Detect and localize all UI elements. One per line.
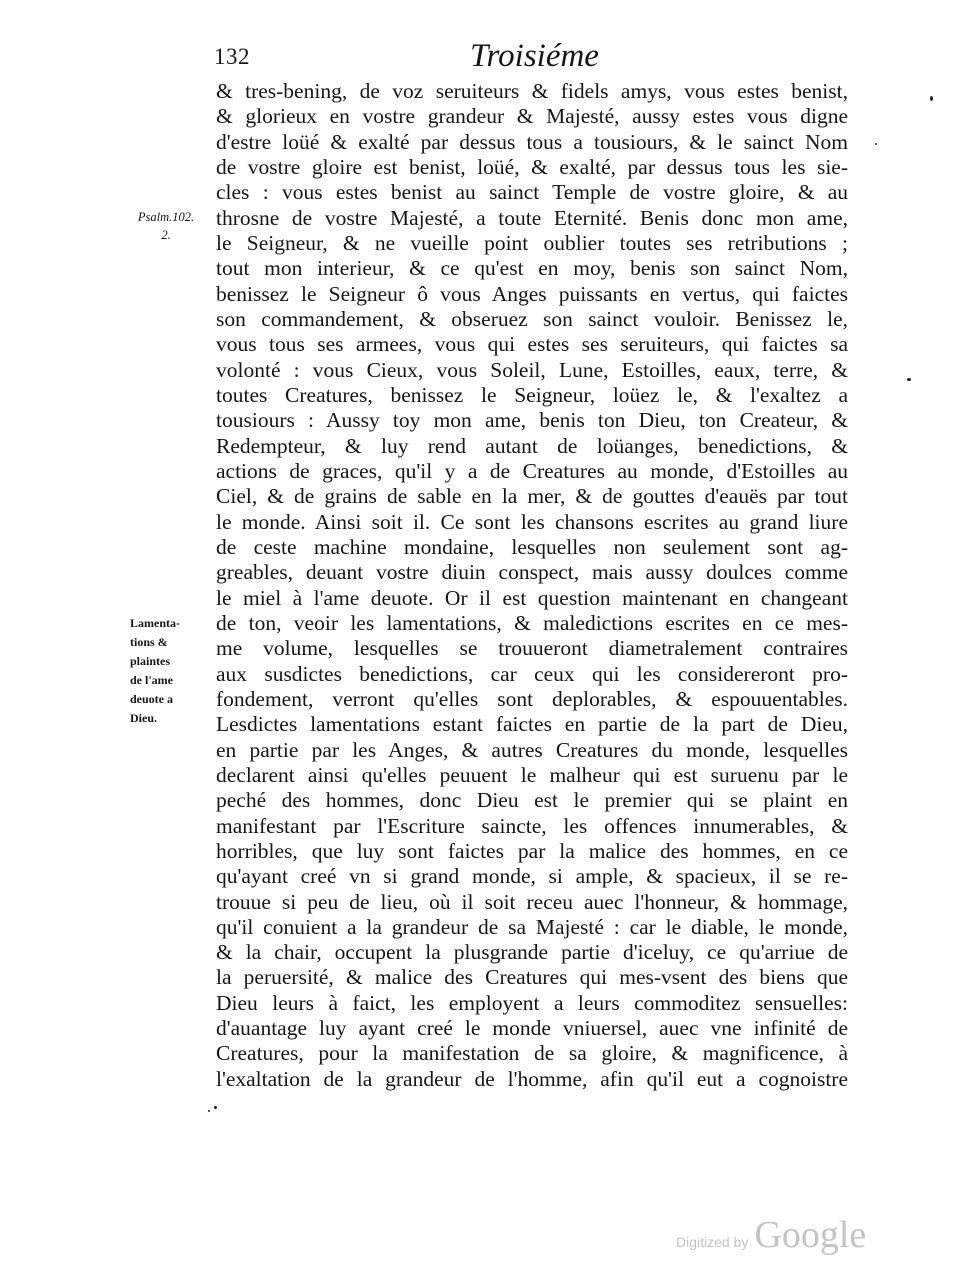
- text-line: declarent ainsi qu'elles peuuent le malheur qui est suruenu par le: [216, 762, 848, 787]
- text-line: le monde. Ainsi soit il. Ce sont les chansons escrites au grand liure: [216, 509, 848, 534]
- page-header: [214, 38, 854, 78]
- margin-note-line: plaintes: [130, 654, 171, 668]
- margin-note-line: Dieu.: [130, 711, 157, 725]
- text-line: actions de graces, qu'il y a de Creatures au monde, d'Estoilles au: [216, 458, 848, 483]
- margin-note-line: tions &: [130, 635, 168, 649]
- text-line: de ceste machine mondaine, lesquelles non seulement sont ag-: [216, 534, 848, 559]
- margin-note-lamentations: [130, 614, 200, 728]
- text-line: trouue si peu de lieu, où il soit receu auec l'honneur, & hommage,: [216, 889, 848, 914]
- margin-note-line: Psalm.102.: [137, 210, 195, 224]
- body-text: [216, 79, 848, 1092]
- text-line: fondement, verront qu'elles sont deplorables, & espouuentables.: [216, 686, 848, 711]
- text-line: Lesdictes lamentations estant faictes en partie de la part de Dieu,: [216, 712, 848, 737]
- digitized-by-google-watermark: [676, 1213, 866, 1257]
- text-line: son commandement, & obseruez son sainct vouloir. Benissez le,: [216, 306, 848, 331]
- text-line: tousiours : Aussy toy mon ame, benis ton Dieu, ton Createur, &: [216, 408, 848, 433]
- text-line: le Seigneur, & ne vueille point oublier toutes ses retributions ;: [216, 230, 848, 255]
- text-line: vous tous ses armees, vous qui estes ses seruiteurs, qui faictes sa: [216, 332, 848, 357]
- running-head: Troisiéme: [470, 38, 599, 74]
- margin-note-line: Lamenta-: [130, 616, 180, 630]
- text-line: & tres-bening, de voz seruiteurs & fidels amys, vous estes benist,: [216, 79, 848, 103]
- text-line: & glorieux en vostre grandeur & Majesté, aussy estes vous digne: [216, 104, 848, 129]
- text-line: Redempteur, & luy rend autant de loüanges, benedictions, &: [216, 433, 848, 458]
- ink-speck: [907, 378, 911, 381]
- text-line: de ton, veoir les lamentations, & maledictions escrites en ce mes-: [216, 610, 848, 635]
- margin-note-line: deuote a: [130, 692, 173, 706]
- text-line: horribles, que luy sont faictes par la malice des hommes, en ce: [216, 838, 848, 863]
- ink-speck: [208, 1110, 210, 1112]
- ink-speck: [214, 1106, 217, 1109]
- text-line: tout mon interieur, & ce qu'est en moy, benis son sainct Nom,: [216, 256, 848, 281]
- text-line: cles : vous estes benist au sainct Temple de vostre gloire, & au: [216, 180, 848, 205]
- text-line: me volume, lesquelles se trouueront diametralement contraires: [216, 636, 848, 661]
- google-logo: Google: [754, 1214, 867, 1256]
- text-line: throsne de vostre Majesté, a toute Eternité. Benis donc mon ame,: [216, 205, 848, 230]
- text-line: l'exaltation de la grandeur de l'homme, afin qu'il eut a cognoistre: [216, 1066, 848, 1091]
- page-number: 132: [214, 44, 250, 69]
- margin-note-line: 2.: [161, 228, 171, 242]
- text-line: peché des hommes, donc Dieu est le premier qui se plaint en: [216, 788, 848, 813]
- text-line: manifestant par l'Escriture saincte, les offences innumerables, &: [216, 813, 848, 838]
- text-line: greables, deuant vostre diuin conspect, mais aussy doulces comme: [216, 560, 848, 585]
- text-line: de vostre gloire est benist, loüé, & exalté, par dessus tous les sie-: [216, 154, 848, 179]
- text-line: la peruersité, & malice des Creatures qui mes-vsent des biens que: [216, 965, 848, 990]
- text-line: Creatures, pour la manifestation de sa gloire, & magnificence, à: [216, 1041, 848, 1066]
- text-line: toutes Creatures, benissez le Seigneur, loüez le, & l'exaltez a: [216, 382, 848, 407]
- margin-note-psalm: [127, 208, 205, 244]
- text-line: aux susdictes benedictions, car ceux qui les considereront pro-: [216, 661, 848, 686]
- text-line: Dieu leurs à faict, les employent a leurs commoditez sensuelles:: [216, 990, 848, 1015]
- ink-speck: [930, 96, 933, 101]
- text-line: benissez le Seigneur ô vous Anges puissants en vertus, qui faictes: [216, 281, 848, 306]
- text-line: Ciel, & de grains de sable en la mer, & de gouttes d'eauës par tout: [216, 484, 848, 509]
- margin-note-line: de l'ame: [130, 673, 173, 687]
- text-line: qu'ayant creé vn si grand monde, si ample, & spacieux, il se re-: [216, 864, 848, 889]
- text-line: en partie par les Anges, & autres Creatures du monde, lesquelles: [216, 737, 848, 762]
- text-line: qu'il conuient a la grandeur de sa Majesté : car le diable, le monde,: [216, 914, 848, 939]
- watermark-prefix: Digitized by: [676, 1234, 749, 1250]
- text-line: volonté : vous Cieux, vous Soleil, Lune, Estoilles, eaux, terre, &: [216, 357, 848, 382]
- ink-speck: [875, 143, 877, 145]
- text-line: le miel à l'ame deuote. Or il est question maintenant en changeant: [216, 585, 848, 610]
- text-line: d'estre loüé & exalté par dessus tous a tousiours, & le sainct Nom: [216, 129, 848, 154]
- text-line: d'auantage luy ayant creé le monde vniuersel, auec vne infinité de: [216, 1016, 848, 1041]
- text-line: & la chair, occupent la plusgrande partie d'iceluy, ce qu'arriue de: [216, 940, 848, 965]
